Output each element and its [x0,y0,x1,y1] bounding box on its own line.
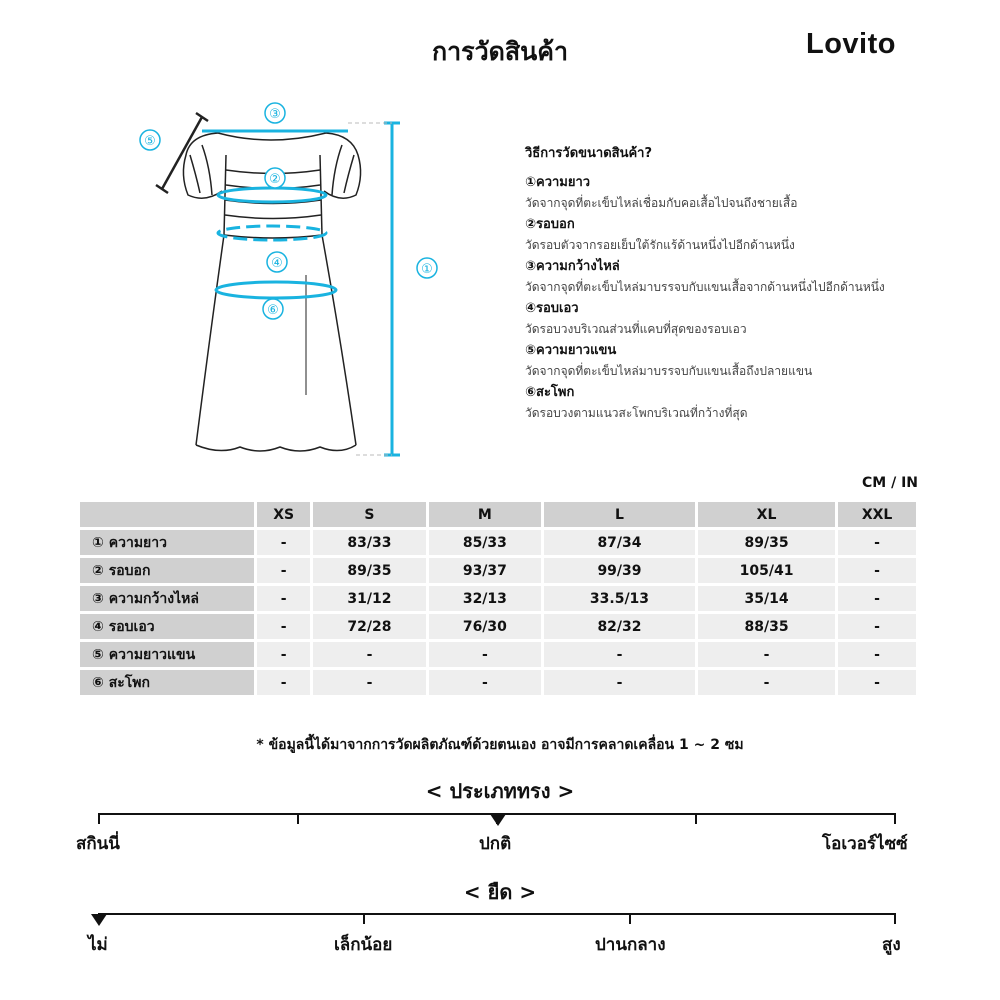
stretch-label-high: สูง [882,935,901,955]
badge-4: ④ [271,256,283,271]
guide-item-title: ⑤ความยาวแขน [525,343,617,358]
table-cell: 89/35 [698,530,835,555]
table-cell: - [257,586,310,611]
page-title: การวัดสินค้า [432,37,568,66]
fit-label-skinny: สกินนี่ [76,834,120,854]
table-row [80,586,916,611]
fit-label-regular: ปกติ [479,834,512,854]
stretch-scale-tick [363,913,365,924]
brand-logo: Lovito [806,28,896,60]
table-cell: - [838,558,916,583]
table-cell: - [313,670,425,695]
size-header: XS [257,502,310,527]
table-cell: 33.5/13 [544,586,695,611]
guide-item-desc: วัดรอบวงบริเวณส่วนที่แคบที่สุดของรอบเอว [525,322,747,336]
guide-item-desc: วัดจากจุดที่ตะเข็บไหล่มาบรรจบกับแขนเสื้อถึงปลายแขน [525,364,813,378]
table-row [80,614,916,639]
size-header: M [429,502,541,527]
table-cell: 105/41 [698,558,835,583]
stretch-label-slight: เล็กน้อย [334,935,393,955]
table-row [80,530,916,555]
fit-label-oversize: โอเวอร์ไซซ์ [822,834,908,854]
table-cell: 89/35 [313,558,425,583]
fit-scale-tick [695,813,697,824]
table-cell: 35/14 [698,586,835,611]
table-cell: - [698,642,835,667]
guide-item-title: ⑥สะโพก [525,385,575,400]
guide-item-desc: วัดรอบวงตามแนวสะโพกบริเวณที่กว้างที่สุด [525,406,748,420]
stretch-selected-marker [91,914,107,926]
row-label: ② รอบอก [80,558,254,583]
guide-item-title: ④รอบเอว [525,301,579,316]
row-label: ⑤ ความยาวแขน [80,642,254,667]
table-cell: - [257,558,310,583]
badge-1: ① [421,262,433,277]
table-cell: 31/12 [313,586,425,611]
table-row [80,642,916,667]
row-label: ④ รอบเอว [80,614,254,639]
table-cell: - [838,642,916,667]
row-label: ⑥ สะโพก [80,670,254,695]
stretch-label-none: ไม่ [88,935,108,955]
table-cell: - [544,670,695,695]
fit-scale-title: < ประเภททรง > [425,779,575,803]
table-cell: 93/37 [429,558,541,583]
size-header: XXL [838,502,916,527]
table-cell: - [838,614,916,639]
dress-diagram [130,95,460,465]
size-table [77,499,919,698]
row-label: ③ ความกว้างไหล่ [80,586,254,611]
stretch-scale-tick [894,913,896,924]
table-cell: - [698,670,835,695]
table-cell: - [313,642,425,667]
table-corner [80,502,254,527]
fit-scale-tick [894,813,896,824]
table-row [80,558,916,583]
sleeve-measure [156,113,208,193]
stretch-scale-title: < ยืด > [463,880,537,904]
size-header: S [313,502,425,527]
stretch-label-medium: ปานกลาง [595,935,666,955]
guide-heading: วิธีการวัดขนาดสินค้า? [525,146,653,161]
table-cell: - [429,670,541,695]
units-label: CM / IN [862,475,918,491]
size-header: L [544,502,695,527]
table-row [80,670,916,695]
table-cell: 88/35 [698,614,835,639]
table-cell: 99/39 [544,558,695,583]
table-cell: 82/32 [544,614,695,639]
table-cell: - [257,642,310,667]
badge-3: ③ [269,107,281,122]
table-cell: - [257,530,310,555]
table-header-row [80,502,916,527]
table-cell: 72/28 [313,614,425,639]
table-cell: 87/34 [544,530,695,555]
guide-item-desc: วัดจากจุดที่ตะเข็บไหล่เชื่อมกับคอเสื้อไปจนถึงชายเสื้อ [525,196,798,210]
guide-item-title: ①ความยาว [525,175,591,190]
fit-selected-marker [490,814,506,826]
badge-2: ② [269,172,281,187]
badge-6: ⑥ [267,303,279,318]
guide-item-title: ③ความกว้างไหล่ [525,259,620,274]
table-cell: - [838,530,916,555]
stretch-scale-track [98,913,896,915]
measurement-note: * ข้อมูลนี้ได้มาจากการวัดผลิตภัณฑ์ด้วยตนเอง อาจมีการคลาดเคลื่อน 1 ~ 2 ซม [256,737,744,753]
table-cell: - [838,670,916,695]
size-header: XL [698,502,835,527]
guide-item-title: ②รอบอก [525,217,575,232]
table-cell: 85/33 [429,530,541,555]
fit-scale-tick [98,813,100,824]
table-cell: - [257,614,310,639]
badge-5: ⑤ [144,134,156,149]
table-cell: - [429,642,541,667]
row-label: ① ความยาว [80,530,254,555]
table-cell: - [544,642,695,667]
guide-item-desc: วัดจากจุดที่ตะเข็บไหล่มาบรรจบกับแขนเสื้อจากด้านหนึ่งไปอีกด้านหนึ่ง [525,280,885,294]
table-cell: - [838,586,916,611]
table-cell: - [257,670,310,695]
table-cell: 83/33 [313,530,425,555]
fit-scale-tick [297,813,299,824]
table-cell: 76/30 [429,614,541,639]
guide-item-desc: วัดรอบตัวจากรอยเย็บใต้รักแร้ด้านหนึ่งไปอีกด้านหนึ่ง [525,238,795,252]
table-cell: 32/13 [429,586,541,611]
stretch-scale-tick [629,913,631,924]
measure-guide [525,143,985,424]
